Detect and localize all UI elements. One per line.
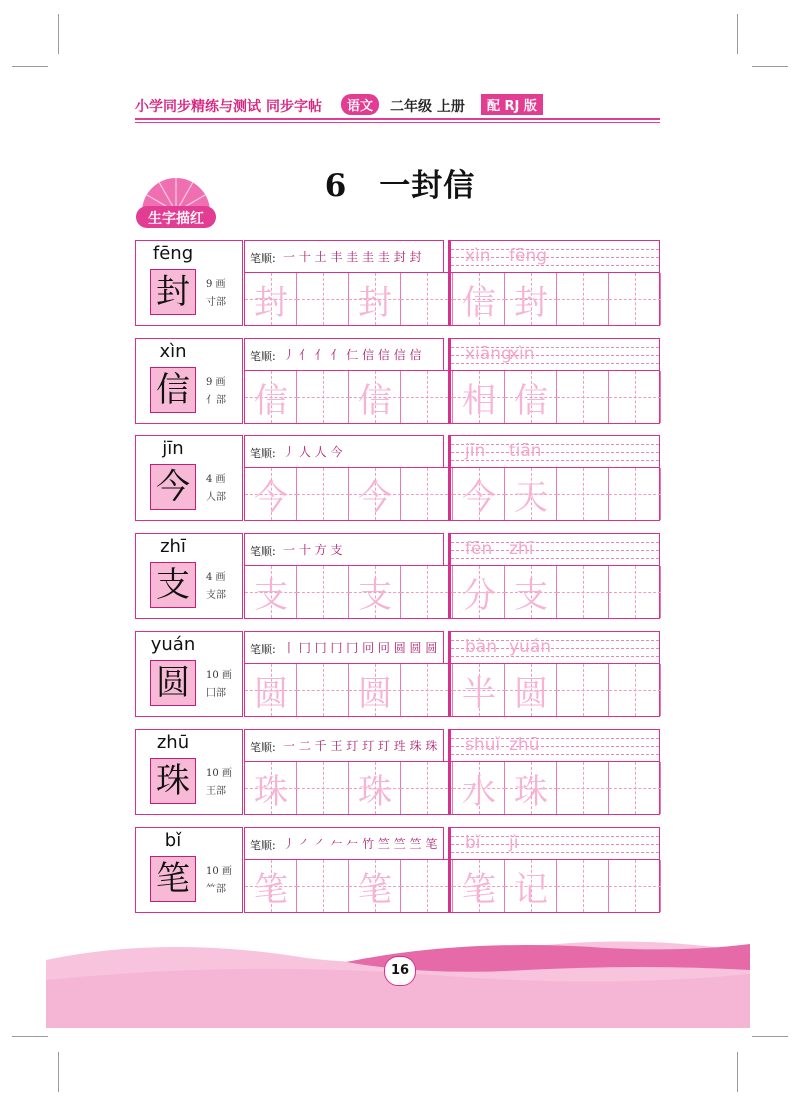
word-pinyin: shuǐ — [465, 735, 501, 755]
character-info — [135, 533, 243, 619]
practice-cell[interactable] — [297, 566, 349, 618]
word-pinyin-box — [449, 729, 660, 761]
guide-line — [401, 592, 453, 593]
practice-cell[interactable] — [349, 371, 401, 423]
page-header — [135, 94, 660, 116]
practice-cell[interactable] — [349, 762, 401, 814]
character-box — [150, 269, 196, 315]
header-rule — [135, 118, 660, 120]
guide-line — [609, 592, 661, 593]
guide-line — [557, 397, 609, 398]
stroke-order-label: 笔顺: — [250, 447, 276, 460]
trace-character: 笔 — [254, 870, 288, 910]
guide-line — [401, 397, 453, 398]
stroke-order-sequence: 丿 ㇒ ㇒ 𠂉 𠂉 竹 竺 竺 竺 笔 — [283, 837, 438, 851]
guide-line — [609, 299, 661, 300]
pinyin: zhū — [156, 732, 190, 753]
stroke-count: 4 画 — [206, 572, 226, 583]
stroke-order-box — [244, 729, 444, 761]
pinyin: zhī — [160, 536, 186, 557]
character-row — [135, 240, 660, 326]
character: 封 — [156, 272, 190, 312]
character-box — [150, 367, 196, 413]
character-info — [135, 435, 243, 521]
practice-cell[interactable] — [297, 371, 349, 423]
practice-cell[interactable] — [401, 664, 453, 716]
practice-cell[interactable] — [401, 762, 453, 814]
guide-line — [609, 886, 661, 887]
trace-character: 今 — [358, 478, 392, 518]
stroke-order-label: 笔顺: — [250, 252, 276, 265]
guide-line — [401, 690, 453, 691]
grid-divider — [448, 827, 451, 913]
crop-mark — [752, 66, 788, 67]
word-pinyin: xìn — [509, 344, 535, 364]
practice-cell[interactable] — [609, 371, 661, 423]
practice-cell[interactable] — [245, 664, 297, 716]
character: 珠 — [156, 761, 190, 801]
practice-cell[interactable] — [453, 860, 505, 912]
practice-grid — [244, 859, 660, 913]
stroke-order-box — [244, 435, 444, 467]
trace-character: 圆 — [254, 674, 288, 714]
guide-line — [557, 494, 609, 495]
guide-line — [401, 299, 453, 300]
practice-cell[interactable] — [245, 860, 297, 912]
guide-line — [451, 852, 659, 853]
guide-line — [451, 836, 659, 837]
stroke-count: 9 画 — [206, 279, 226, 290]
crop-mark — [58, 1052, 59, 1092]
word-pinyin: bǐ — [465, 833, 481, 853]
practice-cell[interactable] — [557, 860, 609, 912]
grade-label: 二年级 上册 — [390, 99, 465, 115]
character-box — [150, 758, 196, 804]
stroke-order-label: 笔顺: — [250, 545, 276, 558]
stroke-order-sequence: 一 十 土 丰 圭 圭 圭 封 封 — [283, 250, 422, 264]
character: 信 — [156, 370, 190, 410]
trace-character: 天 — [514, 478, 548, 518]
stroke-order-sequence: 丨 冂 冂 冂 冂 冋 冋 圆 圆 圆 — [283, 641, 438, 655]
character-box — [150, 562, 196, 608]
guide-line — [401, 788, 453, 789]
character-info — [135, 240, 243, 326]
trace-character: 水 — [462, 772, 496, 812]
pinyin: bǐ — [164, 830, 182, 851]
guide-line — [609, 494, 661, 495]
section-label: 生字描红 — [148, 211, 204, 227]
section-badge — [134, 172, 218, 230]
lesson-title: 6 一封信 — [324, 168, 476, 204]
character-row — [135, 435, 660, 521]
character-box — [150, 660, 196, 706]
practice-cell[interactable] — [245, 468, 297, 520]
trace-character: 封 — [254, 283, 288, 323]
trace-character: 今 — [254, 478, 288, 518]
trace-character: 分 — [462, 576, 496, 616]
practice-cell[interactable] — [505, 566, 557, 618]
practice-cell[interactable] — [401, 468, 453, 520]
stroke-order-box — [244, 827, 444, 859]
practice-cell[interactable] — [349, 664, 401, 716]
practice-grid — [244, 370, 660, 424]
practice-grid — [244, 467, 660, 521]
practice-cell[interactable] — [557, 273, 609, 325]
character-row — [135, 533, 660, 619]
trace-character: 笔 — [358, 870, 392, 910]
practice-cell[interactable] — [401, 273, 453, 325]
practice-cell[interactable] — [557, 371, 609, 423]
stroke-count: 4 画 — [206, 474, 226, 485]
word-pinyin-box — [449, 631, 660, 663]
stroke-order-box — [244, 631, 444, 663]
stroke-count: 9 画 — [206, 377, 226, 388]
practice-cell[interactable] — [401, 371, 453, 423]
guide-line — [557, 299, 609, 300]
practice-cell[interactable] — [349, 860, 401, 912]
practice-cell[interactable] — [297, 273, 349, 325]
stroke-order-label: 笔顺: — [250, 741, 276, 754]
practice-grid — [244, 272, 660, 326]
word-pinyin-box — [449, 827, 660, 859]
guide-line — [297, 494, 349, 495]
practice-cell[interactable] — [505, 371, 557, 423]
guide-line — [557, 886, 609, 887]
practice-cell[interactable] — [245, 566, 297, 618]
practice-cell[interactable] — [349, 566, 401, 618]
word-pinyin: zhī — [509, 539, 534, 559]
trace-character: 支 — [254, 576, 288, 616]
character-row — [135, 729, 660, 815]
guide-line — [401, 886, 453, 887]
practice-grid — [244, 663, 660, 717]
character-box — [150, 856, 196, 902]
grid-divider — [448, 631, 451, 717]
stroke-order-box — [244, 533, 444, 565]
practice-cell[interactable] — [453, 273, 505, 325]
practice-cell[interactable] — [505, 860, 557, 912]
practice-cell[interactable] — [505, 664, 557, 716]
trace-character: 信 — [462, 283, 496, 323]
practice-cell[interactable] — [609, 468, 661, 520]
trace-character: 信 — [514, 381, 548, 421]
trace-character: 相 — [462, 381, 496, 421]
guide-line — [451, 844, 659, 845]
practice-cell[interactable] — [297, 860, 349, 912]
practice-cell[interactable] — [453, 566, 505, 618]
word-pinyin-box — [449, 240, 660, 272]
grid-divider — [448, 240, 451, 326]
radical: 寸部 — [206, 297, 226, 308]
practice-cell[interactable] — [401, 566, 453, 618]
word-pinyin: tiān — [509, 441, 542, 461]
character: 圆 — [156, 663, 190, 703]
practice-cell[interactable] — [245, 273, 297, 325]
trace-character: 珠 — [514, 772, 548, 812]
practice-cell[interactable] — [609, 860, 661, 912]
character: 支 — [156, 565, 190, 605]
practice-cell[interactable] — [245, 762, 297, 814]
trace-character: 珠 — [358, 772, 392, 812]
crop-mark — [752, 1036, 788, 1037]
practice-cell[interactable] — [557, 468, 609, 520]
trace-character: 珠 — [254, 772, 288, 812]
stroke-order-label: 笔顺: — [250, 839, 276, 852]
character: 今 — [156, 467, 190, 507]
practice-cell[interactable] — [453, 762, 505, 814]
radical: 支部 — [206, 590, 226, 601]
guide-line — [557, 592, 609, 593]
trace-character: 封 — [514, 283, 548, 323]
character-box — [150, 464, 196, 510]
radical: 王部 — [206, 786, 226, 797]
practice-cell[interactable] — [505, 762, 557, 814]
practice-cell[interactable] — [609, 566, 661, 618]
guide-line — [297, 397, 349, 398]
crop-mark — [737, 1052, 738, 1092]
guide-line — [557, 690, 609, 691]
character: 笔 — [156, 859, 190, 899]
stroke-count: 10 画 — [206, 670, 232, 681]
stroke-order-label: 笔顺: — [250, 350, 276, 363]
word-pinyin: xiāng — [465, 344, 512, 364]
practice-cell[interactable] — [557, 566, 609, 618]
word-pinyin-box — [449, 435, 660, 467]
radical: ⺮部 — [206, 884, 226, 895]
grid-divider — [448, 338, 451, 424]
radical: 人部 — [206, 492, 226, 503]
grid-divider — [448, 729, 451, 815]
character-row — [135, 338, 660, 424]
practice-cell[interactable] — [453, 468, 505, 520]
practice-cell[interactable] — [401, 860, 453, 912]
character-info — [135, 729, 243, 815]
trace-character: 信 — [254, 381, 288, 421]
trace-character: 笔 — [462, 870, 496, 910]
guide-line — [401, 494, 453, 495]
guide-line — [557, 788, 609, 789]
stroke-count: 10 画 — [206, 866, 232, 877]
guide-line — [297, 592, 349, 593]
stroke-order-sequence: 丿 亻 亻 亻 仁 信 信 信 信 — [283, 348, 422, 362]
pinyin: yuán — [150, 634, 196, 655]
practice-grid — [244, 565, 660, 619]
word-pinyin-box — [449, 338, 660, 370]
radical: 囗部 — [206, 688, 226, 699]
guide-line — [609, 788, 661, 789]
practice-cell[interactable] — [453, 371, 505, 423]
practice-cell[interactable] — [557, 762, 609, 814]
practice-cell[interactable] — [349, 273, 401, 325]
character-info — [135, 338, 243, 424]
character-row — [135, 631, 660, 717]
header-rule-thin — [135, 122, 660, 123]
practice-cell[interactable] — [297, 664, 349, 716]
stroke-order-box — [244, 338, 444, 370]
guide-line — [297, 690, 349, 691]
guide-line — [297, 299, 349, 300]
pinyin: jīn — [162, 438, 184, 459]
trace-character: 支 — [358, 576, 392, 616]
stroke-order-sequence: 丿 人 人 今 — [283, 445, 343, 459]
trace-character: 圆 — [358, 674, 392, 714]
stroke-count: 10 画 — [206, 768, 232, 779]
guide-line — [297, 886, 349, 887]
series-title: 小学同步精练与测试 — [135, 99, 261, 115]
series-subtitle: 同步字帖 — [266, 99, 322, 115]
practice-cell[interactable] — [453, 664, 505, 716]
character-info — [135, 631, 243, 717]
trace-character: 封 — [358, 283, 392, 323]
grid-divider — [448, 533, 451, 619]
practice-cell[interactable] — [609, 664, 661, 716]
practice-cell[interactable] — [609, 762, 661, 814]
trace-character: 信 — [358, 381, 392, 421]
practice-cell[interactable] — [297, 762, 349, 814]
crop-mark — [12, 66, 48, 67]
word-pinyin: fēn — [465, 539, 493, 559]
pinyin: fēng — [152, 243, 194, 264]
page-number: 16 — [384, 956, 416, 986]
trace-character: 记 — [514, 870, 548, 910]
word-pinyin: yuán — [509, 637, 552, 657]
word-pinyin: bàn — [465, 637, 497, 657]
trace-character: 半 — [462, 674, 496, 714]
subject-badge: 语文 — [341, 94, 379, 115]
radical: 亻部 — [206, 395, 226, 406]
trace-character: 支 — [514, 576, 548, 616]
word-pinyin: zhū — [509, 735, 540, 755]
edition-badge: 配 RJ 版 — [481, 94, 543, 115]
character-row — [135, 827, 660, 913]
grid-divider — [448, 435, 451, 521]
crop-mark — [12, 1036, 48, 1037]
trace-character: 今 — [462, 478, 496, 518]
trace-character: 圆 — [514, 674, 548, 714]
practice-cell[interactable] — [505, 468, 557, 520]
practice-cell[interactable] — [505, 273, 557, 325]
character-info — [135, 827, 243, 913]
stroke-order-sequence: 一 二 千 王 玎 玎 玎 珄 珠 珠 — [283, 739, 438, 753]
crop-mark — [58, 14, 59, 54]
word-pinyin: jīn — [465, 441, 486, 461]
word-pinyin: fēng — [509, 246, 548, 266]
stroke-order-sequence: 一 十 方 支 — [283, 543, 343, 557]
guide-line — [297, 788, 349, 789]
word-pinyin: xìn — [465, 246, 491, 266]
practice-cell[interactable] — [557, 664, 609, 716]
practice-cell[interactable] — [349, 468, 401, 520]
word-pinyin: jì — [509, 833, 519, 853]
guide-line — [609, 397, 661, 398]
pinyin: xìn — [159, 341, 187, 362]
stroke-order-box — [244, 240, 444, 272]
practice-cell[interactable] — [297, 468, 349, 520]
practice-cell[interactable] — [609, 273, 661, 325]
stroke-order-label: 笔顺: — [250, 643, 276, 656]
word-pinyin-box — [449, 533, 660, 565]
practice-grid — [244, 761, 660, 815]
practice-cell[interactable] — [245, 371, 297, 423]
guide-line — [609, 690, 661, 691]
crop-mark — [737, 14, 738, 54]
